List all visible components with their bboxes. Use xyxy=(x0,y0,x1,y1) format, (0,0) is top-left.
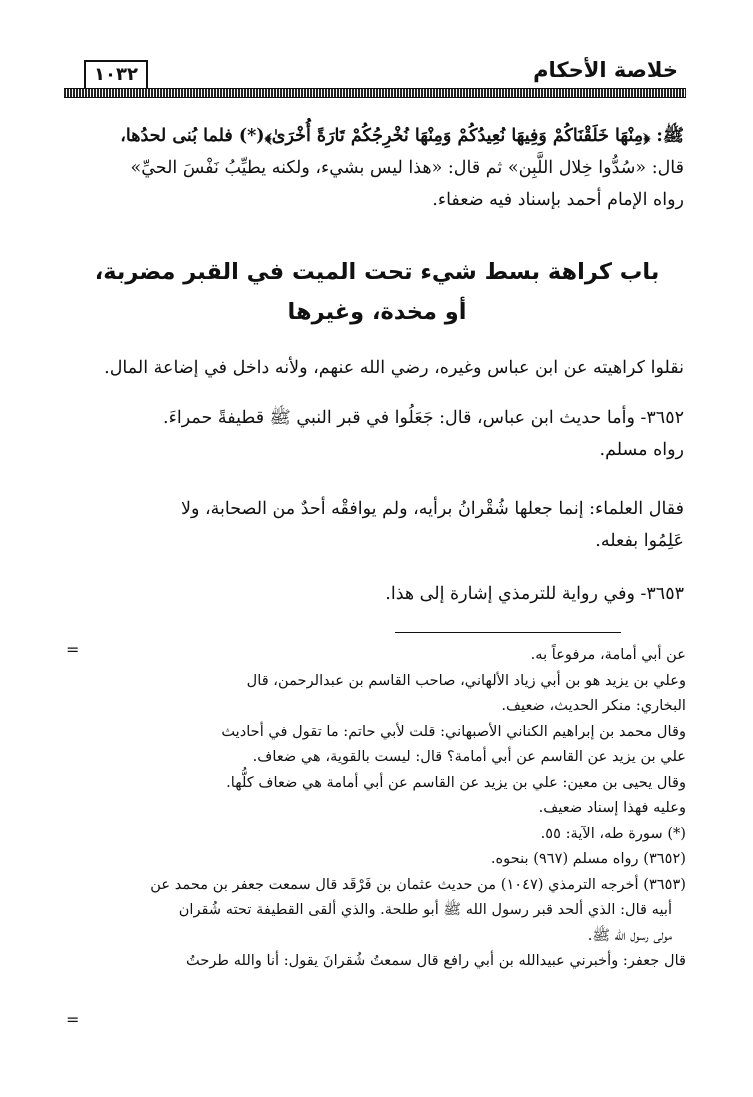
chapter-heading-line-1: باب كراهة بسط شيء تحت الميت في القبر مضربة، xyxy=(94,259,660,285)
footnotes xyxy=(88,642,686,974)
footnote-3652: (٣٦٥٢) رواه مسلم (٩٦٧) بنحوه. xyxy=(490,850,686,867)
hadith-3653 xyxy=(70,578,684,610)
para-disapproval xyxy=(70,352,684,384)
footnote-continuation-mark: = xyxy=(66,640,80,659)
hadith-quote-line: قال: «سُدُّوا خِلال اللَّبِن» ثم قال: «هذا ليس بشيء، ولكنه يطيِّبُ نَفْسَ الحيِّ» xyxy=(130,158,684,178)
footnote-line: مولى رسول الله ﷺ. xyxy=(587,926,672,944)
chapter-heading-line-2: أو مخدة، وغيرها xyxy=(287,299,467,325)
footnote-line: وقال محمد بن إبراهيم الكناني الأصبهاني: قلت لأبي حاتم: ما تقول في أحاديث xyxy=(221,722,686,740)
para-disapproval-text: نقلوا كراهيته عن ابن عباس وغيره، رضي الله عنهم، ولأنه داخل في إضاعة المال. xyxy=(104,358,684,378)
chapter-heading xyxy=(70,252,684,332)
header-rule xyxy=(64,88,686,98)
footnote-line: وقال يحيى بن معين: علي بن يزيد عن القاسم عن أبي أمامة هي ضعاف كلُّها. xyxy=(226,773,686,791)
footnote-line: قال جعفر: وأخبرني عبيدالله بن أبي رافع قال سمعتُ شُقرانَ يقول: أنا والله طرحتُ xyxy=(186,952,686,969)
scholars-comment-line-1: فقال العلماء: إنما جعلها شُقْرانُ برأيه، ولم يوافقْه أحدٌ من الصحابة، ولا xyxy=(181,499,684,519)
scholars-comment-line-2: عَلِمُوا بفعله. xyxy=(595,531,684,551)
opening-paragraph xyxy=(70,120,684,216)
footnote-line: علي بن يزيد عن القاسم عن أبي أمامة؟ قال: ليست بالقوية، هي ضعاف. xyxy=(252,748,686,765)
footnote-quran-ref: (*) سورة طه، الآية: ٥٥. xyxy=(540,824,686,842)
footnote-line: وعليه فهذا إسناد ضعيف. xyxy=(538,799,686,816)
footnote-3653: (٣٦٥٣) أخرجه الترمذي (١٠٤٧) من حديث عثمان بن فَرْقَد قال سمعت جعفر بن محمد عن xyxy=(150,875,686,893)
hadith-3652-source: رواه مسلم. xyxy=(599,440,684,460)
footnote-line: وعلي بن يزيد هو بن أبي زياد الألهاني، صاحب القاسم بن عبدالرحمن، قال xyxy=(246,671,686,689)
hadith-3652-text: ٣٦٥٢- وأما حديث ابن عباس، قال: جَعَلُوا في قبر النبي ﷺ قطيفةً حمراءَ. xyxy=(163,408,684,428)
footnote-end-mark: = xyxy=(66,1010,80,1029)
scholars-comment xyxy=(70,493,684,557)
narration-source-line: رواه الإمام أحمد بإسناد فيه ضعفاء. xyxy=(432,190,684,210)
footnote-line: البخاري: منكر الحديث، ضعيف. xyxy=(501,697,686,714)
footnote-separator xyxy=(395,632,621,633)
quran-verse-line: ﷺ: ﴿مِنْهَا خَلَقْنَاكُمْ وَفِيهَا نُعِيدُكُمْ وَمِنْهَا نُخْرِجُكُمْ تَارَةً أُخْرَىٰ﴾(*) فلما بُنى لحدُها، xyxy=(120,126,684,146)
page-header xyxy=(64,52,686,100)
footnote-line: عن أبي أمامة، مرفوعاً به. xyxy=(530,646,686,663)
running-title: خلاصة الأحكام xyxy=(533,58,678,82)
hadith-3653-text: ٣٦٥٣- وفي رواية للترمذي إشارة إلى هذا. xyxy=(385,584,684,604)
page-number: ١٠٣٢ xyxy=(84,60,148,88)
footnote-line: أبيه قال: الذي ألحد قبر رسول الله ﷺ أبو طلحة. والذي ألقى القطيفة تحته شُقران xyxy=(178,901,672,918)
hadith-3652 xyxy=(70,402,684,466)
